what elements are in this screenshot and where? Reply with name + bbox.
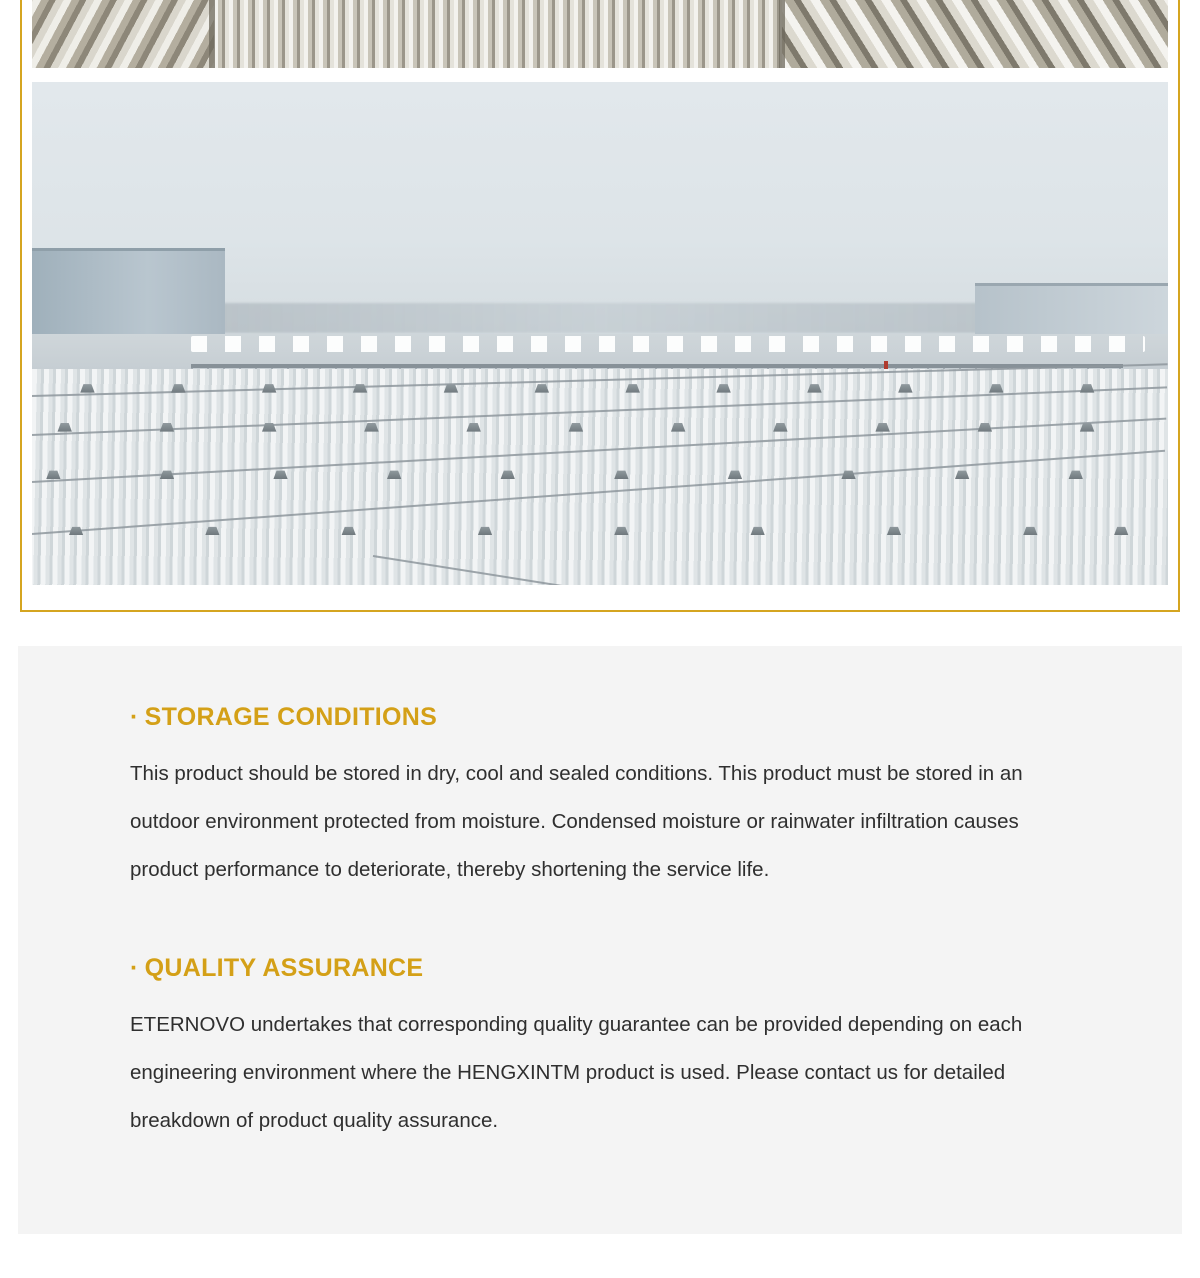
roof-walkway: [191, 364, 1123, 368]
image-gallery-card: [20, 0, 1180, 612]
storage-conditions-title-text: STORAGE CONDITIONS: [144, 703, 438, 731]
anchor-row: [32, 524, 1168, 538]
storage-conditions-heading: [130, 646, 1070, 732]
corrugated-metal-facade-photo: [32, 0, 1168, 68]
bullet-icon: ·: [130, 703, 139, 731]
information-panel: [18, 646, 1182, 1234]
facade-divider-left: [209, 0, 215, 68]
quality-assurance-section: [18, 894, 1182, 1145]
facade-center-panel: [214, 0, 782, 68]
airport-hangar-roof-photo: [32, 82, 1168, 585]
facade-illustration: [32, 0, 1168, 68]
membrane-roof-surface: [32, 369, 1168, 585]
storage-conditions-body: This product should be stored in dry, cool and sealed conditions. This product must be stored in an outdoor environment protected from moisture. Condensed moisture or rainwater infiltration causes product performance to deteriorate, thereby shortening the service life.: [130, 762, 1023, 881]
anchor-row: [32, 468, 1168, 482]
roof-seam: [32, 450, 1165, 535]
quality-assurance-heading: [130, 894, 1070, 983]
anchor-row: [32, 382, 1168, 396]
roof-seam-diagonal: [373, 555, 1168, 585]
storage-conditions-section: [18, 646, 1182, 894]
facade-left-panel: [32, 0, 214, 68]
bullet-icon: ·: [130, 954, 139, 982]
roof-scene-illustration: [32, 82, 1168, 585]
parked-aircraft-row: [191, 336, 1145, 352]
quality-assurance-title-text: QUALITY ASSURANCE: [144, 954, 424, 982]
anchor-row: [32, 421, 1168, 435]
facade-right-panel: [782, 0, 1168, 68]
facade-divider-right: [779, 0, 785, 68]
quality-assurance-body: ETERNOVO undertakes that corresponding quality guarantee can be provided depending on each engineering environment where the HENGXINTM product is used. Please contact us for detailed breakdown of product quality assurance.: [130, 1013, 1023, 1132]
